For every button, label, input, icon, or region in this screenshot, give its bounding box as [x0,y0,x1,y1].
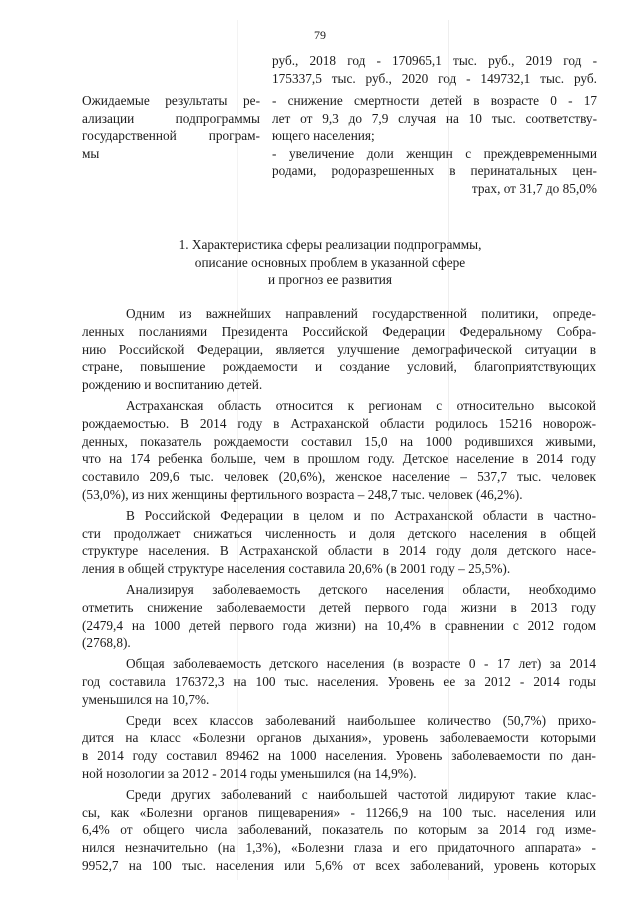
result-line: ющего населения; [272,128,375,144]
label-line: Ожидаемые результаты ре- [82,93,260,108]
text-line: (2768,8). [82,635,131,651]
text-line: В Российской Федерации в целом и по Астраханской области в частно- [126,507,596,523]
result-line: - снижение смертности детей в возрасте 0 - 17 [272,93,597,108]
text-line: рождаемостью. В 2014 году в Астраханской области родилось 15216 новорож- [82,415,596,431]
text-line: структуре населения. В Астраханской области в 2014 году доля детского насе- [82,543,596,559]
text-line: составило 209,6 тыс. человек (20,6%), женское население – 537,7 тыс. человек [82,469,596,485]
result-line: родами, родоразрешенных в перинатальных цен- [272,163,597,179]
result-line: - увеличение доли женщин с преждевременными [272,145,597,161]
paragraph [82,397,596,504]
text-line: 9952,7 на 100 тыс. населения или 5,6% от всех заболеваний, уровень которых [82,857,596,873]
label-line: ализации подпрограммы [82,110,260,126]
text-line: Одним из важнейших направлений государственной политики, опреде- [126,306,596,321]
paragraph [82,655,596,708]
funding-cell-continued [272,52,597,87]
text-line: денных, показатель рождаемости составил 15,0 на 1000 родившихся живыми, [82,433,596,449]
result-line: трах, от 31,7 до 85,0% [471,180,597,196]
text-line: отметить снижение заболеваемости детей первого года жизни в 2013 году [82,599,596,615]
text-line: нился незначительно (на 1,3%), «Болезни глаза и его придаточного аппарата» - [82,840,596,856]
text-line: уменьшился на 10,7%. [82,691,210,707]
text-line: нию Российской Федерации, является улучшение демографической ситуации в [82,341,596,357]
scan-artifact-line [448,20,449,880]
section-heading [100,236,560,289]
heading-line: описание основных проблем в указанной сфере [194,254,466,270]
text-line: в 2014 году составил 89462 на 1000 населения. Уровень заболеваемости по дан- [82,748,596,764]
text-line: 6,4% от общего числа заболеваний, показатель по которым за 2014 год изме- [82,822,596,838]
expected-results-values [272,92,597,198]
heading-line: 1. Характеристика сферы реализации подпрограммы, [178,237,482,252]
text-line: (2479,4 на 1000 детей первого года жизни) на 10,4% в сравнении с 2012 годом [82,617,596,633]
text-line: ления в общей структуре населения составила 20,6% (в 2001 году – 25,5%). [82,561,511,577]
result-line: лет от 9,3 до 7,9 случая на 10 тыс. соответству- [272,110,597,126]
paragraph [82,305,596,394]
text-line: Астраханская область относится к регионам с относительно высокой [126,397,596,413]
funding-line: 175337,5 тыс. руб., 2020 год - 149732,1 тыс. руб. [272,70,597,86]
text-line: что на 174 ребенка больше, чем в прошлом году. Детское население в 2014 году [82,451,596,467]
paragraph [82,581,596,652]
scan-artifact-line [237,20,238,880]
text-line: стране, повышение рождаемости и создание условий, благоприятствующих [82,359,596,375]
paragraph [82,712,596,783]
text-line: сти продолжает снижаться численность и доля детского населения в общей [82,525,596,541]
text-line: (53,0%), из них женщины фертильного возраста – 248,7 тыс. человек (46,2%). [82,486,523,502]
text-line: Среди других заболеваний с наибольшей частотой лидируют такие клас- [126,786,596,802]
body-text [82,305,596,878]
text-line: год составила 176372,3 на 100 тыс. населения. Уровень ее за 2012 - 2014 годы [82,673,596,689]
paragraph [82,786,596,875]
text-line: дится на класс «Болезни органов дыхания», уровень заболеваемости которыми [82,730,596,746]
funding-line: руб., 2018 год - 170965,1 тыс. руб., 2019 год - [272,53,597,68]
label-line: государственной програм- [82,128,260,144]
text-line: ленных посланиями Президента Российской Федерации Федеральному Собра- [82,323,596,339]
heading-line: и прогноз ее развития [267,272,392,288]
label-line: мы [82,145,100,161]
text-line: Анализируя заболеваемость детского населения области, необходимо [126,581,596,597]
text-line: Общая заболеваемость детского населения (в возрасте 0 - 17 лет) за 2014 [126,656,596,672]
text-line: ной нозологии за 2012 - 2014 годы уменьшился (на 14,9%). [82,765,417,781]
page-number: 79 [314,28,326,42]
paragraph [82,507,596,578]
expected-results-label [82,92,260,162]
text-line: рождению и воспитанию детей. [82,377,263,393]
text-line: Среди всех классов заболеваний наибольшее количество (50,7%) прихо- [126,712,596,728]
text-line: сы, как «Болезни органов пищеварения» - 11266,9 на 100 тыс. населения или [82,804,596,820]
